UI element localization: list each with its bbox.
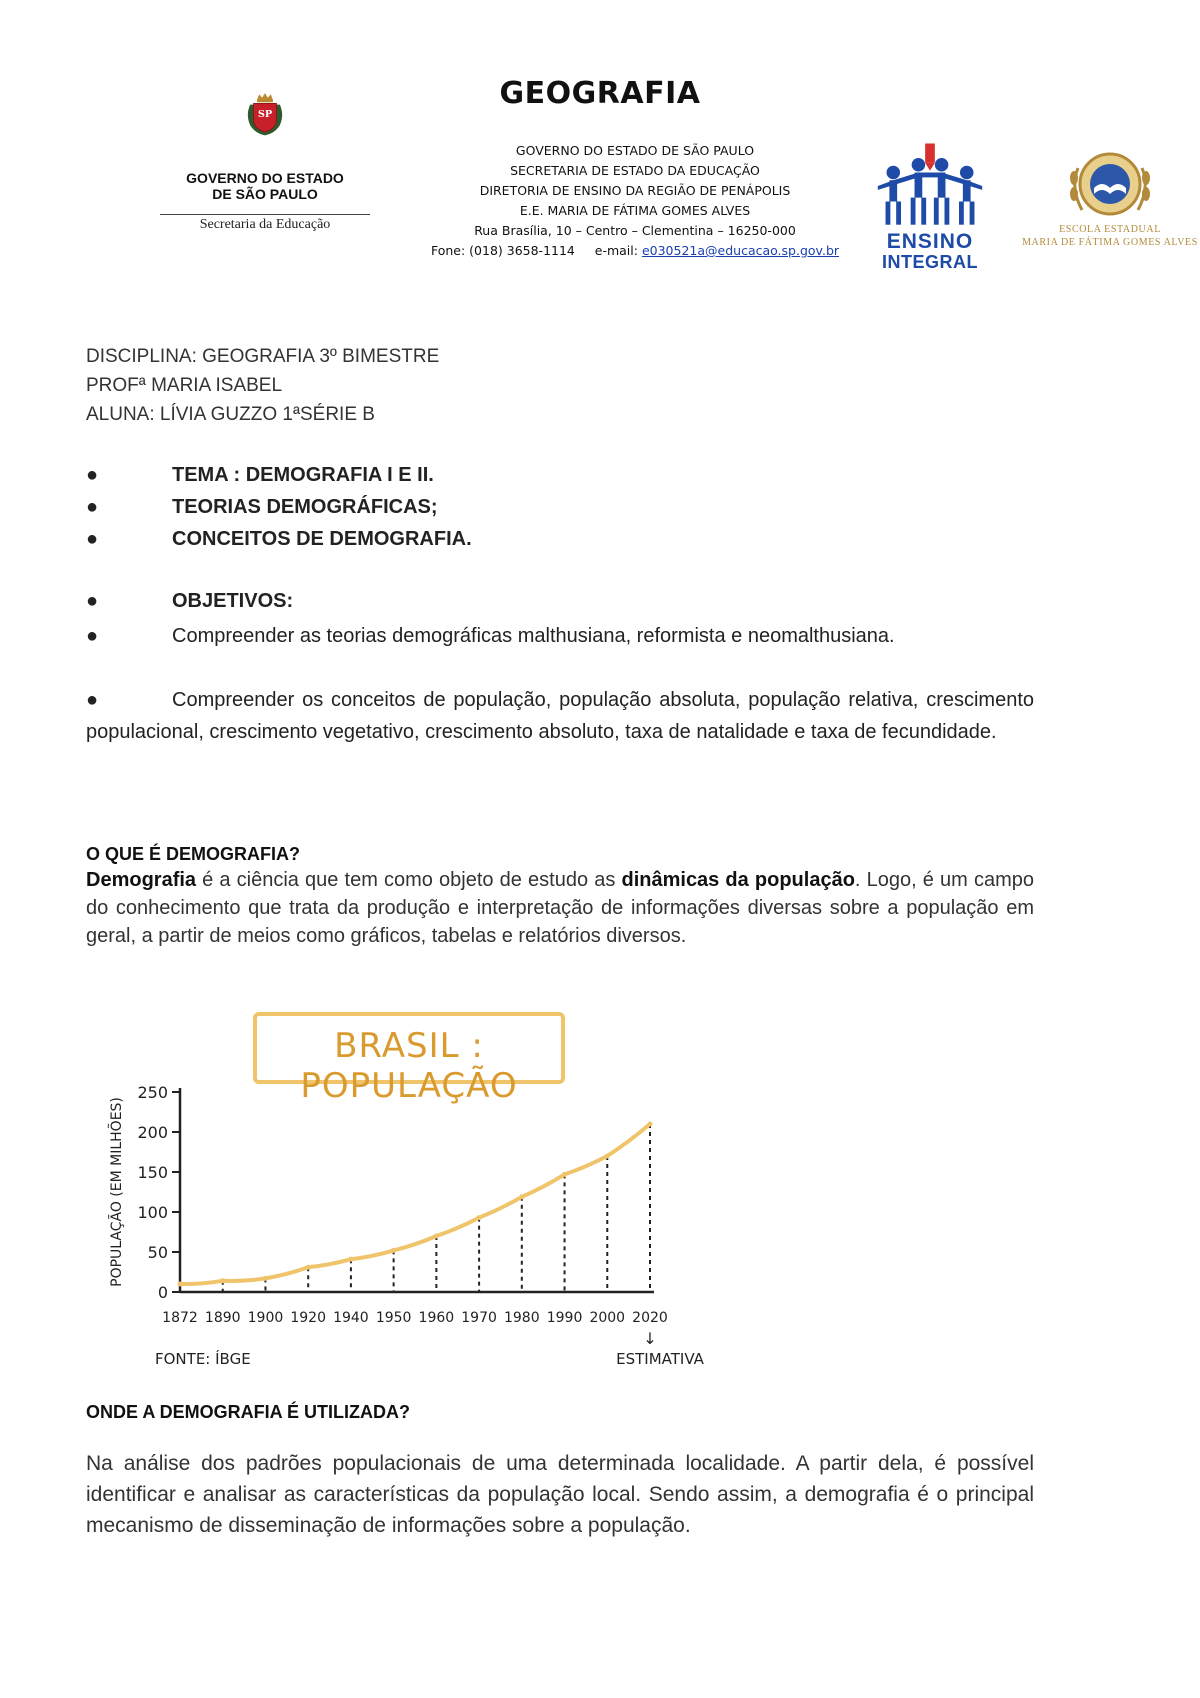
document-title: GEOGRAFIA: [499, 76, 701, 111]
x-tick-label: 1970: [461, 1310, 497, 1326]
data-point: [519, 1194, 524, 1199]
chart-source: FONTE: ÍBGE: [155, 1350, 251, 1368]
x-tick-label: 1990: [546, 1310, 583, 1326]
estimate-arrow-icon: ↓: [643, 1329, 657, 1348]
data-point: [477, 1215, 482, 1220]
email-link[interactable]: e030521a@educacao.sp.gov.br: [641, 243, 840, 258]
x-tick-label: 1890: [204, 1310, 241, 1326]
chart-title: BRASIL : POPULAÇÃO: [300, 1026, 518, 1106]
y-tick-label: 0: [157, 1283, 168, 1302]
header-line-3: DIRETORIA DE ENSINO DA REGIÃO DE PENÁPOLIS: [479, 183, 791, 198]
y-tick-label: 50: [147, 1243, 168, 1262]
header-line-1: GOVERNO DO ESTADO DE SÃO PAULO: [515, 143, 755, 158]
data-point: [263, 1276, 268, 1281]
objective-item-2: ● Compreender os conceitos de população, população absoluta, população relativa, crescimento populacional, crescimento vegetativo, crescimento absoluto, taxa de natalidade e taxa de fecundidade.: [86, 684, 1034, 748]
objective-item-1: ● Compreender as teorias demográficas malthusiana, reformista e neomalthusiana.: [86, 620, 1034, 652]
population-chart: [95, 1080, 715, 1370]
phone: Fone: (018) 3658-1114: [430, 243, 575, 258]
gov-logo-line1: GOVERNO DO ESTADO: [186, 170, 344, 186]
data-point: [434, 1234, 439, 1239]
x-tick-label: 1940: [333, 1310, 369, 1326]
school-emblem-line1: ESCOLA ESTADUAL: [1059, 224, 1161, 235]
data-point: [178, 1282, 183, 1287]
teacher: PROFª MARIA ISABEL: [86, 375, 283, 396]
y-tick-label: 150: [137, 1163, 168, 1182]
coat-badge-text: SP: [257, 109, 273, 121]
gov-logo-name: [150, 170, 380, 202]
gov-logo-line2: DE SÃO PAULO: [212, 186, 318, 202]
y-axis-label: POPULAÇÃO (EM MILHÕES): [109, 1097, 125, 1287]
ensino-integral-people-icon: [872, 143, 988, 231]
school-emblem-text: [1020, 223, 1200, 249]
x-tick-label: 1920: [290, 1310, 327, 1326]
header-line-4: E.E. MARIA DE FÁTIMA GOMES ALVES: [519, 203, 751, 218]
ensino-line1: ENSINO: [886, 230, 974, 253]
ensino-integral-logo-text: [860, 232, 1000, 272]
section-heading-where: ONDE A DEMOGRAFIA É UTILIZADA?: [86, 1402, 410, 1422]
gov-logo-subtitle: Secretaria da Educação: [160, 214, 370, 233]
y-tick-label: 100: [137, 1203, 168, 1222]
data-point: [220, 1278, 225, 1283]
x-tick-label: 1950: [375, 1310, 412, 1326]
data-point: [306, 1265, 311, 1270]
sao-paulo-coat-of-arms-icon: [170, 92, 360, 172]
x-tick-label: 1960: [418, 1310, 455, 1326]
data-point: [648, 1122, 653, 1127]
x-tick-label: 2020: [632, 1310, 668, 1326]
section-paragraph-where: Na análise dos padrões populacionais de uma determinada localidade. A partir dela, é possível identificar e analisar as características da população local. Sendo assim, a demografia é o principal mecanismo de disseminação de informações sobre a população.: [86, 1452, 1034, 1537]
population-line: [180, 1124, 650, 1284]
bullet-icon: ●: [86, 464, 99, 486]
x-tick-label: 1900: [247, 1310, 284, 1326]
bullet-icon: ●: [86, 625, 99, 647]
school-header: [360, 141, 910, 261]
header-line-2: SECRETARIA DE ESTADO DA EDUCAÇÃO: [510, 163, 760, 178]
estimate-label: ESTIMATIVA: [616, 1350, 704, 1368]
x-tick-label: 1980: [503, 1310, 540, 1326]
data-point: [562, 1172, 567, 1177]
y-tick-label: 200: [137, 1123, 168, 1142]
student: ALUNA: LÍVIA GUZZO 1ªSÉRIE B: [86, 404, 375, 425]
section-heading-what: O QUE É DEMOGRAFIA?: [86, 844, 301, 864]
y-tick-label: 250: [137, 1083, 168, 1102]
x-tick-label: 1872: [162, 1310, 198, 1326]
discipline: DISCIPLINA: GEOGRAFIA 3º BIMESTRE: [86, 346, 440, 367]
bullet-icon: ●: [86, 590, 99, 612]
email-label: e-mail:: [594, 243, 638, 258]
x-tick-label: 2000: [589, 1310, 626, 1326]
header-line-5: Rua Brasília, 10 – Centro – Clementina – 16250-000: [474, 223, 796, 238]
school-emblem-line2: MARIA DE FÁTIMA GOMES ALVES: [1022, 237, 1198, 248]
data-point: [391, 1248, 396, 1253]
section-paragraph-what: Demografia é a ciência que tem como objeto de estudo as dinâmicas da população. Logo, é um campo do conhecimento que trata da produção e interpretação de informações diversas sobre a população em geral, a partir de meios como gráficos, tabelas e relatórios diversos.: [86, 869, 1034, 947]
document-meta: [86, 342, 439, 429]
bullet-icon: ●: [86, 689, 99, 711]
contact-line: [360, 241, 910, 261]
bullet-icon: ●: [86, 496, 99, 518]
bullet-icon: ●: [86, 528, 99, 550]
data-point: [348, 1257, 353, 1262]
ensino-line2: INTEGRAL: [882, 252, 978, 272]
data-point: [605, 1154, 610, 1159]
